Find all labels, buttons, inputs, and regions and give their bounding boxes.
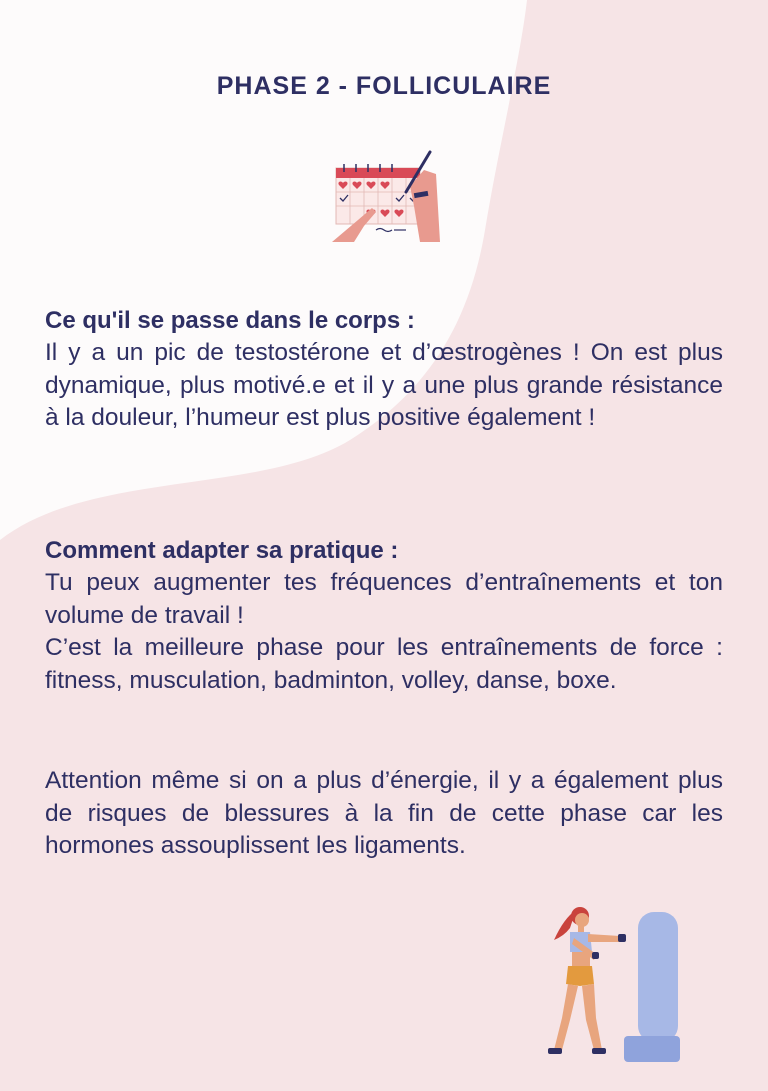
body-section-text: Il y a un pic de testostérone et d’œstrogènes ! On est plus dynamique, plus motivé.e et il y a une plus grande résistance à la douleur, l’humeur est plus positive également ! xyxy=(45,339,723,431)
body-section xyxy=(45,305,723,435)
calendar-hearts-icon xyxy=(328,146,448,246)
practice-section-text-2: C’est la meilleure phase pour les entraînements de force : fitness, musculation, badminton, volley, danse, boxe. xyxy=(45,634,723,694)
practice-section-heading: Comment adapter sa pratique : xyxy=(45,537,399,564)
woman-boxing-punching-bag-illustration xyxy=(540,900,690,1070)
practice-section xyxy=(45,535,723,697)
page-title: PHASE 2 - FOLLICULAIRE xyxy=(216,72,552,100)
body-section-heading: Ce qu'il se passe dans le corps : xyxy=(45,307,415,334)
warning-section xyxy=(45,765,723,863)
warning-section-text: Attention même si on a plus d’énergie, il y a également plus de risques de blessures à la fin de cette phase car les hormones assouplissent les ligaments. xyxy=(45,767,723,859)
practice-section-text-1: Tu peux augmenter tes fréquences d’entraînements et ton volume de travail ! xyxy=(45,569,723,629)
